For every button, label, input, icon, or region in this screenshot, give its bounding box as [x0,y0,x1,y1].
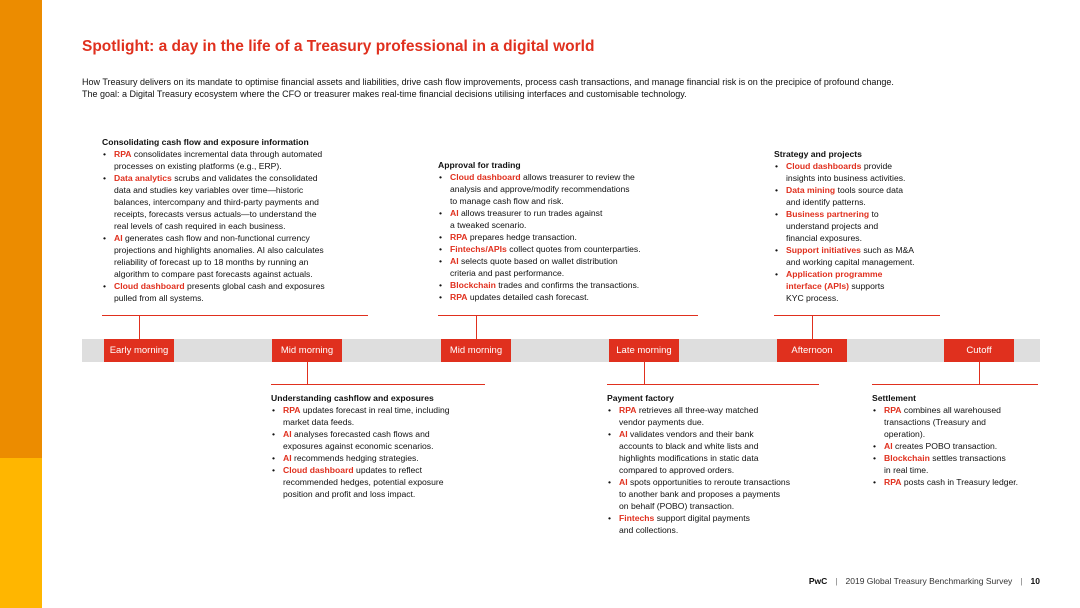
bullet-item [774,184,974,208]
bullet-text: support digital payments [654,513,750,523]
technology-keyword: Data analytics [114,173,172,183]
bullet-line [114,268,382,280]
bullet-item [271,428,501,452]
bullet-line [619,428,837,440]
bullet-text: data and studies key variables over time—historic [114,185,304,195]
bullet-text: updates detailed cash forecast. [467,292,589,302]
bullet-text: reliability of forecast up to 18 months by running an [114,257,309,267]
bullet-line [619,416,837,428]
bullet-text: understand projects and [786,221,879,231]
bullet-line [450,255,698,267]
connector-vertical [644,362,645,384]
connector-horizontal [438,315,698,316]
bullet-item [438,279,698,291]
connector-vertical [139,315,140,339]
bullet-line [114,256,382,268]
bullet-item [872,440,1052,452]
bullet-line [283,464,501,476]
bullet-text: consolidates incremental data through automated [131,149,323,159]
timeline-stage-cutoff: Cutoff [944,339,1014,362]
technology-keyword: Blockchain [884,453,930,463]
bullet-line [884,404,1052,416]
bullet-line [786,208,974,220]
bullet-line [114,208,382,220]
bullet-line [619,512,837,524]
bullet-list [774,160,974,304]
connector-vertical [307,362,308,384]
bullet-line [283,404,501,416]
bullet-list [438,171,698,303]
timeline-stage-mid-morning-2: Mid morning [441,339,511,362]
bullet-text: balances, intercompany and third-party payments and [114,197,319,207]
bullet-line [114,172,382,184]
bullet-line [114,232,382,244]
technology-keyword: AI [884,441,893,451]
bullet-line [450,267,698,279]
technology-keyword: AI [283,453,292,463]
technology-keyword: AI [450,208,459,218]
technology-keyword: AI [619,477,628,487]
bullet-line [283,440,501,452]
bullet-line [450,243,698,255]
technology-keyword: Business partnering [786,209,870,219]
bullet-text: and identify patterns. [786,197,866,207]
timeline-stage-early-morning: Early morning [104,339,174,362]
bullet-item [774,208,974,244]
bullet-line [619,500,837,512]
bullet-text: and working capital management. [786,257,915,267]
footer-survey: 2019 Global Treasury Benchmarking Survey [845,576,1013,586]
side-color-bar [0,0,42,608]
bullet-line [450,231,698,243]
timeline-stage-late-morning: Late morning [609,339,679,362]
bullet-list [271,404,501,500]
block-understanding-cashflow [271,392,501,500]
bullet-line [114,220,382,232]
bullet-text: processes on existing platforms (e.g., ERP). [114,161,282,171]
bullet-text: presents global cash and exposures [184,281,325,291]
bullet-text: analyses forecasted cash flows and [291,429,430,439]
bullet-line [786,280,974,292]
bullet-line [619,488,837,500]
technology-keyword: AI [114,233,123,243]
bullet-item [607,512,837,536]
technology-keyword: Blockchain [450,280,496,290]
intro-text [82,76,1042,100]
technology-keyword: Data mining [786,185,836,195]
block-approval-for-trading [438,159,698,303]
bullet-line [114,244,382,256]
connector-horizontal [607,384,819,385]
connector-vertical [812,315,813,339]
bullet-item [438,255,698,279]
bullet-text: algorithm to compare past forecasts against actuals. [114,269,313,279]
bullet-text: vendor payments due. [619,417,705,427]
bullet-text: scrubs and validates the consolidated [171,173,318,183]
bullet-line [283,416,501,428]
bullet-text: trades and confirms the transactions. [495,280,640,290]
bullet-text: insights into business activities. [786,173,906,183]
bullet-item [872,476,1052,488]
bullet-text: market data feeds. [283,417,355,427]
block-heading: Understanding cashflow and exposures [271,393,434,403]
bullet-item [438,171,698,207]
bullet-line [884,416,1052,428]
timeline-stage-mid-morning-1: Mid morning [272,339,342,362]
footer-page-number: 10 [1030,576,1040,586]
bullet-text: criteria and past performance. [450,268,565,278]
bullet-item [102,172,382,232]
intro-line: The goal: a Digital Treasury ecosystem where the CFO or treasurer makes real-time financial decisions utilising interfaces and customisable technology. [82,89,687,99]
bullet-item [271,404,501,428]
bullet-text: in real time. [884,465,929,475]
bullet-line [114,196,382,208]
bullet-text: to [869,209,879,219]
bullet-item [872,404,1052,440]
bullet-item [774,244,974,268]
bullet-line [114,160,382,172]
bullet-line [450,207,698,219]
technology-keyword: RPA [619,405,637,415]
bullet-item [774,268,974,304]
bullet-item [438,291,698,303]
bullet-line [114,148,382,160]
connector-horizontal [872,384,1038,385]
bullet-text: settles transactions [929,453,1006,463]
bullet-line [884,428,1052,440]
bullet-text: posts cash in Treasury ledger. [901,477,1019,487]
bullet-line [450,183,698,195]
technology-keyword: RPA [283,405,301,415]
bullet-line [884,464,1052,476]
bullet-item [102,148,382,172]
bullet-list [872,404,1052,488]
bullet-line [786,172,974,184]
bullet-line [786,292,974,304]
bullet-text: receipts, forecasts versus actuals—to understand the [114,209,317,219]
timeline-stage-afternoon: Afternoon [777,339,847,362]
bullet-text: creates POBO transaction. [892,441,998,451]
bullet-text: selects quote based on wallet distribution [458,256,618,266]
bullet-line [619,464,837,476]
bullet-line [114,292,382,304]
bullet-line [786,220,974,232]
bullet-text: position and profit and loss impact. [283,489,416,499]
connector-horizontal [102,315,368,316]
bullet-text: accounts to black and white lists and [619,441,759,451]
bullet-line [786,256,974,268]
bullet-text: pulled from all systems. [114,293,204,303]
connector-horizontal [271,384,485,385]
bullet-text: updates forecast in real time, including [300,405,450,415]
technology-keyword: RPA [884,477,902,487]
bullet-text: provide [861,161,893,171]
bullet-text: allows treasurer to review the [520,172,635,182]
bullet-line [283,452,501,464]
bullet-line [450,219,698,231]
block-strategy-and-projects [774,148,974,304]
bullet-text: transactions (Treasury and [884,417,986,427]
bullet-item [438,207,698,231]
bullet-text: validates vendors and their bank [627,429,754,439]
bullet-text: on behalf (POBO) transaction. [619,501,735,511]
bullet-line [619,524,837,536]
bullet-line [619,476,837,488]
side-color-bar-lower [0,458,42,608]
bullet-text: retrieves all three-way matched [636,405,759,415]
bullet-line [786,244,974,256]
bullet-text: generates cash flow and non-functional currency [122,233,310,243]
footer-separator: | [1020,576,1023,586]
bullet-line [114,184,382,196]
bullet-text: tools source data [835,185,904,195]
timeline-band [82,339,1040,362]
bullet-text: to another bank and proposes a payments [619,489,781,499]
bullet-line [450,171,698,183]
connector-horizontal [774,315,940,316]
bullet-item [607,404,837,428]
bullet-text: highlights modifications in static data [619,453,759,463]
bullet-item [271,464,501,500]
bullet-text: updates to reflect [353,465,422,475]
bullet-text: financial exposures. [786,233,862,243]
bullet-line [114,280,382,292]
technology-keyword: Cloud dashboard [283,465,354,475]
footer-brand: PwC [808,576,828,586]
footer-separator: | [835,576,838,586]
technology-keyword: RPA [884,405,902,415]
bullet-text: operation). [884,429,926,439]
page-title: Spotlight: a day in the life of a Treasury professional in a digital world [82,38,595,55]
block-settlement [872,392,1052,488]
bullet-line [619,404,837,416]
bullet-line [884,440,1052,452]
technology-keyword: AI [283,429,292,439]
footer [809,576,1040,586]
bullet-line [450,195,698,207]
bullet-line [619,452,837,464]
bullet-item [102,232,382,280]
bullet-item [607,428,837,476]
block-heading: Settlement [872,393,916,403]
bullet-line [786,184,974,196]
bullet-line [283,428,501,440]
bullet-line [786,160,974,172]
bullet-text: KYC process. [786,293,839,303]
bullet-line [884,476,1052,488]
technology-keyword: Support initiatives [786,245,861,255]
bullet-text: projections and highlights anomalies. AI also calculates [114,245,324,255]
bullet-text: allows treasurer to run trades against [458,208,603,218]
bullet-text: a tweaked scenario. [450,220,527,230]
bullet-item [271,452,501,464]
bullet-text: real levels of cash required in each business. [114,221,286,231]
block-payment-factory [607,392,837,536]
bullet-text: recommended hedges, potential exposure [283,477,444,487]
bullet-text: and collections. [619,525,679,535]
technology-keyword: RPA [450,232,468,242]
connector-vertical [476,315,477,339]
bullet-text: recommends hedging strategies. [291,453,419,463]
bullet-line [283,476,501,488]
bullet-line [884,452,1052,464]
technology-keyword: RPA [450,292,468,302]
bullet-item [438,231,698,243]
bullet-text: compared to approved orders. [619,465,735,475]
technology-keyword: Fintechs/APIs [450,244,507,254]
intro-line: How Treasury delivers on its mandate to optimise financial assets and liabilities, drive cash flow improvements, process cash transactions, and manage financial risk is on the precipice of profound change. [82,77,894,87]
bullet-text: prepares hedge transaction. [467,232,577,242]
bullet-line [283,488,501,500]
block-consolidating [102,136,382,304]
technology-keyword: Cloud dashboard [114,281,185,291]
block-heading: Strategy and projects [774,149,862,159]
connector-vertical [979,362,980,384]
technology-keyword: RPA [114,149,132,159]
bullet-text: collect quotes from counterparties. [506,244,641,254]
bullet-text: supports [849,281,885,291]
bullet-line [786,196,974,208]
bullet-text: such as M&A [860,245,914,255]
technology-keyword: AI [450,256,459,266]
block-heading: Consolidating cash flow and exposure information [102,137,309,147]
bullet-list [102,148,382,304]
bullet-text: analysis and approve/modify recommendations [450,184,630,194]
technology-keyword: Fintechs [619,513,655,523]
bullet-text: to manage cash flow and risk. [450,196,564,206]
technology-keyword: AI [619,429,628,439]
technology-keyword: Cloud dashboards [786,161,862,171]
bullet-line [786,268,974,280]
bullet-text: exposures against economic scenarios. [283,441,434,451]
block-heading: Approval for trading [438,160,521,170]
block-heading: Payment factory [607,393,674,403]
bullet-line [619,440,837,452]
bullet-line [786,232,974,244]
technology-keyword: Application programme [786,269,883,279]
bullet-item [774,160,974,184]
bullet-text: spots opportunities to reroute transactions [627,477,791,487]
bullet-line [450,291,698,303]
bullet-line [450,279,698,291]
bullet-list [607,404,837,536]
technology-keyword: interface (APIs) [786,281,850,291]
bullet-text: combines all warehoused [901,405,1001,415]
bullet-item [607,476,837,512]
bullet-item [102,280,382,304]
bullet-item [872,452,1052,476]
bullet-item [438,243,698,255]
technology-keyword: Cloud dashboard [450,172,521,182]
